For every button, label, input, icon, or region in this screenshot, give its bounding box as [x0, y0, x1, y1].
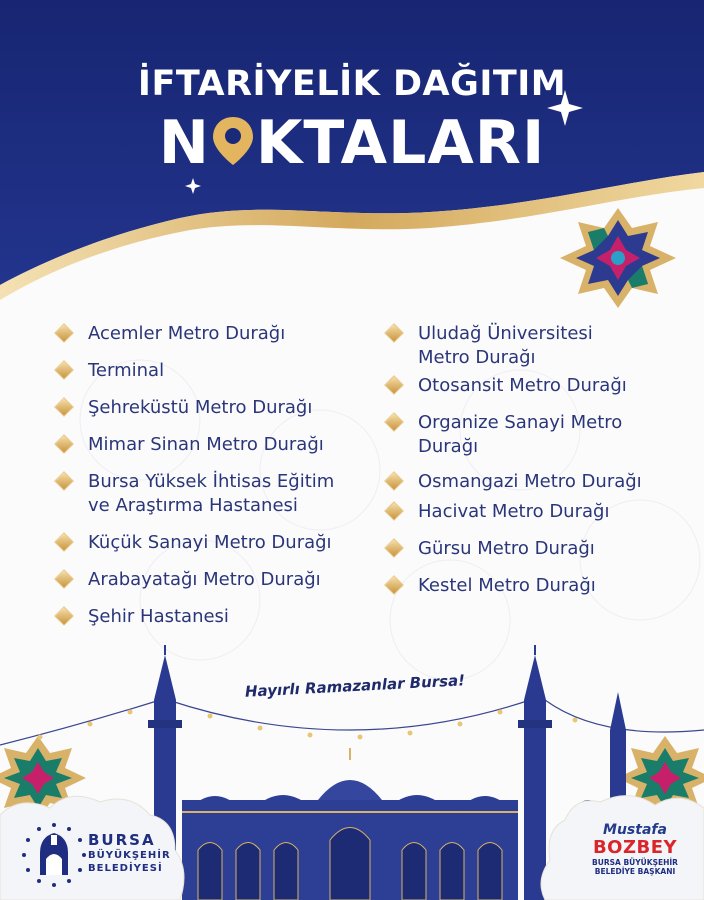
distribution-point-label: Organize Sanayi Metro [418, 412, 623, 433]
ornament-star-icon [560, 208, 676, 308]
string-lights [0, 700, 704, 745]
distribution-point-label: Acemler Metro Durağı [88, 323, 286, 344]
title-line-2 [0, 108, 704, 178]
distribution-point [386, 411, 696, 459]
diamond-bullet-icon [56, 399, 73, 416]
mayor-first-name: Mustafa [603, 822, 667, 838]
distribution-point-label: Uludağ Üniversitesi [418, 323, 593, 344]
distribution-point-label: Mimar Sinan Metro Durağı [88, 434, 324, 455]
distribution-point-label: Küçük Sanayi Metro Durağı [88, 532, 332, 553]
distribution-point-label: Arabayatağı Metro Durağı [88, 569, 321, 590]
distribution-points-right [386, 322, 696, 598]
mayor-role-line-1: BURSA BÜYÜKŞEHİR [592, 858, 678, 867]
diamond-bullet-icon [386, 414, 403, 431]
distribution-point-label: Kestel Metro Durağı [418, 575, 596, 596]
diamond-bullet-icon [56, 473, 73, 490]
diamond-bullet-icon [386, 377, 403, 394]
distribution-point [56, 470, 376, 518]
distribution-point-label: Metro Durağı [418, 347, 536, 368]
distribution-point [386, 322, 696, 370]
distribution-point-label: ve Araştırma Hastanesi [88, 495, 298, 516]
title-line-2-start: N [158, 108, 210, 178]
diamond-bullet-icon [56, 325, 73, 342]
distribution-point-label: Şehreküstü Metro Durağı [88, 397, 313, 418]
diamond-bullet-icon [56, 534, 73, 551]
diamond-bullet-icon [386, 540, 403, 557]
mayor-last-name: BOZBEY [592, 837, 678, 858]
location-pin-icon [210, 115, 256, 167]
logo-line-1: BURSA [88, 831, 156, 849]
distribution-point [56, 568, 376, 592]
diamond-bullet-icon [56, 608, 73, 625]
diamond-bullet-icon [56, 362, 73, 379]
distribution-point-label: Hacivat Metro Durağı [418, 501, 610, 522]
distribution-point [56, 605, 376, 629]
distribution-point [56, 359, 376, 383]
distribution-point-label: Osmangazi Metro Durağı [418, 471, 642, 492]
distribution-point [56, 396, 376, 420]
distribution-point-label: Otosansit Metro Durağı [418, 375, 627, 396]
distribution-point [386, 470, 696, 494]
distribution-point [56, 322, 376, 346]
mayor-role-line-2: BELEDİYE BAŞKANI [594, 867, 676, 876]
diamond-bullet-icon [386, 473, 403, 490]
bursa-logo-text [88, 832, 171, 875]
diamond-bullet-icon [386, 577, 403, 594]
diamond-bullet-icon [56, 571, 73, 588]
distribution-point-label: Bursa Yüksek İhtisas Eğitim [88, 471, 335, 492]
diamond-bullet-icon [386, 503, 403, 520]
diamond-bullet-icon [56, 436, 73, 453]
distribution-point-label: Gürsu Metro Durağı [418, 538, 595, 559]
distribution-point-label: Terminal [88, 360, 165, 381]
distribution-point [386, 574, 696, 598]
slogan: Hayırlı Ramazanlar Bursa! [244, 671, 466, 701]
mayor-signature [580, 822, 690, 876]
distribution-point [56, 433, 376, 457]
distribution-points-left [56, 322, 376, 629]
title-line-2-end: KTALARI [255, 108, 546, 178]
distribution-point-label: Durağı [418, 436, 479, 457]
distribution-point [56, 531, 376, 555]
distribution-point-label: Şehir Hastanesi [88, 606, 229, 627]
distribution-point [386, 500, 696, 524]
diamond-bullet-icon [386, 325, 403, 342]
logo-line-2: BÜYÜKŞEHİR [88, 850, 171, 861]
title-line-1: İFTARİYELİK DAĞITIM [137, 64, 567, 104]
distribution-point [386, 374, 696, 398]
distribution-point [386, 537, 696, 561]
logo-line-3: BELEDİYESİ [88, 863, 163, 874]
